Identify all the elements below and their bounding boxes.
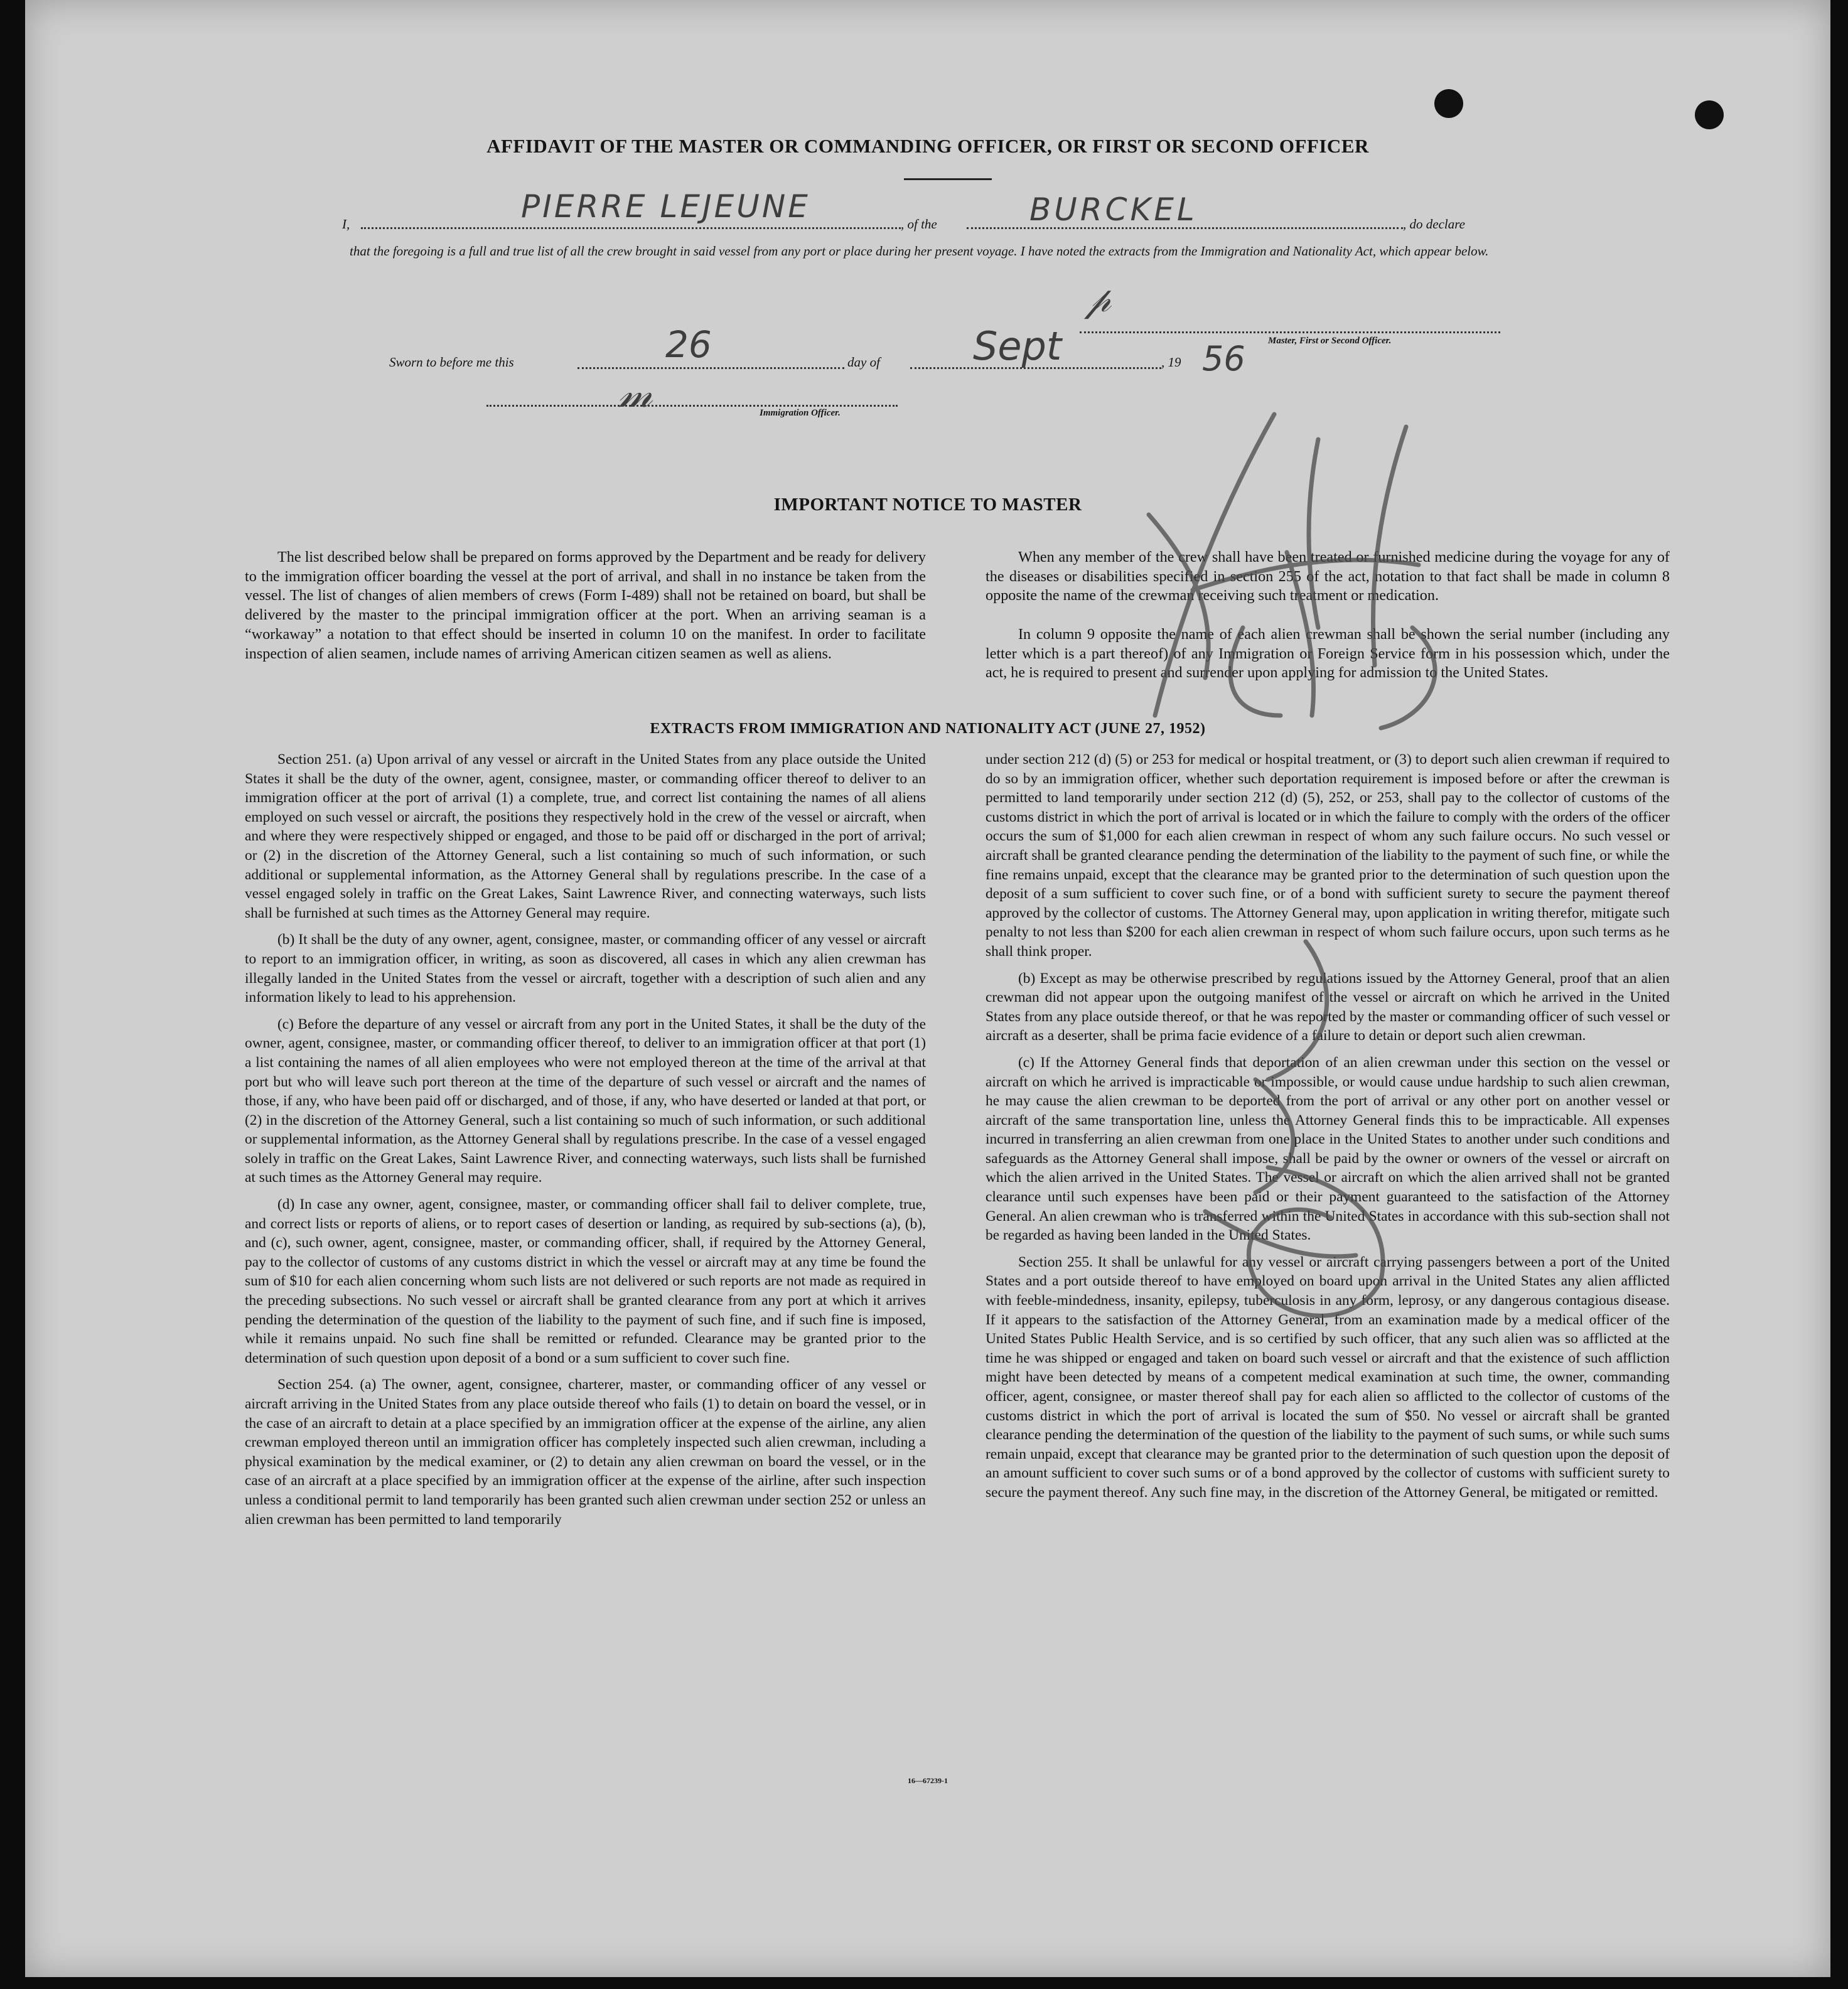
extracts-right-column xyxy=(986,750,1670,1510)
form-number: 16—67239-1 xyxy=(908,1776,948,1785)
extract-paragraph: (b) It shall be the duty of any owner, agent, consignee, master, or commanding officer of any vessel or aircraft to report to an immigration officer, in writing, as soon as discovered, all cases in which any alien crewman has illegally landed in the United States from the vessel or aircraft, together with a description of such alien and any information likely to lead to his apprehension. xyxy=(245,931,926,1006)
notice-left-text: The list described below shall be prepared on forms approved by the Department and be ready for delivery to the immigration officer boarding the vessel at the port of arrival, and shall in no instance be taken from the vessel. The list of changes of alien members of crews (Form I-489) shall not be retained on board, but shall be delivered by the master to the principal immigration officer at the port. When an arriving seaman is a “workaway” a notation to that effect should be inserted in column 10 on the manifest. In order to facilitate inspection of alien seamen, include names of arriving American citizen seamen as well as aliens. xyxy=(245,549,926,662)
punch-hole xyxy=(1434,89,1463,118)
year-handwritten: 56 xyxy=(1202,339,1245,378)
notice-right-text-1: When any member of the crew shall have been treated or furnished medicine during the voyage for any of the diseases or disabilities specified in section 255 of the act, notation to that fact shall be made in column 8 opposite the name of the crewman receiving such treatment or medication. xyxy=(986,549,1670,604)
immigration-officer-caption: Immigration Officer. xyxy=(760,408,841,418)
extract-paragraph: (c) If the Attorney General finds that deportation of an alien crewman under this section on the vessel or aircraft on which he arrived is impracticable or impossible, or would cause undue hardship to such alien crewman, he may cause the alien crewman to be deported from the port of arrival or any other port on another vessel or aircraft of the same transportation line, unless the Attorney General finds this to be impracticable. All expenses incurred in transferring an alien crewman from one place in the United States to another under such conditions and safeguards as the Attorney General shall impose, shall be paid by the owner or owners of the vessel or aircraft on which the alien arrived in the United States. The vessel or aircraft on which the alien arrived shall not be granted clearance until such expenses have been paid or their payment guaranteed to the satisfaction of the Attorney General. An alien crewman who is transferred within the United States in accordance with this sub-section shall not be regarded as having been landed in the United States. xyxy=(986,1054,1670,1244)
vessel-name-handwritten: BURCKEL xyxy=(1029,191,1198,228)
i-label: I, xyxy=(342,217,350,232)
master-signature: 𝓅 xyxy=(1086,279,1111,320)
master-signature-line xyxy=(1080,331,1500,333)
extract-paragraph: (c) Before the departure of any vessel or aircraft from any port in the United States, it shall be the duty of the owner, agent, consignee, master, or commanding officer thereof, to deliver to an immigration officer at that port (1) a list containing the names of all alien employees who were not employed thereon at the time of the arrival at that port but who will leave such port thereon at the time of the departure of such vessel or aircraft and the names of those, if any, who have been paid off or discharged, and of those, if any, who have deserted or landed at that port, or (2) in the discretion of the Attorney General, such a list containing so much of such information, or such additional or supplemental information, as the Attorney General shall by regulations prescribe. In the case of a vessel engaged solely in traffic on the Great Lakes, Saint Lawrence River, and connecting waterways, such lists shall be furnished at such times as the Attorney General may require. xyxy=(245,1016,926,1186)
declare-label: , do declare xyxy=(1403,217,1465,232)
year-label: , 19 xyxy=(1161,355,1181,370)
title-rule xyxy=(904,178,992,180)
affidavit-title: AFFIDAVIT OF THE MASTER OR COMMANDING OFFICER, OR FIRST OR SECOND OFFICER xyxy=(486,135,1369,157)
extract-paragraph: (d) In case any owner, agent, consignee, master, or commanding officer shall fail to deliver complete, true, and correct lists or reports of aliens, or to report cases of desertion or landing, as required by sub-sections (a), (b), and (c), such owner, agent, consignee, master, or commanding officer, shall, if required by the Attorney General, pay to the collector of customs of any customs district in which the vessel or aircraft may at any time be found the sum of $10 for each alien concerning whom such lists are not delivered or such reports are not made as required in the preceding subsections. No such vessel or aircraft shall be granted clearance from any port at which it arrives pending the determination of the question of the liability to the payment of such fine, and if such fine is imposed, while it remains unpaid. No such fine shall be remitted or refunded. Clearance may be granted prior to the determination of such question upon deposit of a bond or a sum sufficient to cover such fine. xyxy=(245,1196,926,1366)
extract-paragraph: under section 212 (d) (5) or 253 for medical or hospital treatment, or (3) to deport such alien crewman if required to do so by an immigration officer, whether such deportation requirement is imposed before or after the crewman is permitted to land temporarily under section 212 (d) (5), 252, or 253, shall pay to the collector of customs of the customs district in which the port of arrival is located or in which the failure to comply with the orders of the officer occurs the sum of $1,000 for each alien crewman in respect of whom any such failure occurs. No such vessel or aircraft shall be granted clearance pending the determination of the liability to the payment of such fine, or while the fine remains unpaid, except that the clearance may be granted prior to the determination of such question upon the deposit of a sum sufficient to cover such fine, or of a bond with sufficient surety to secure the payment thereof approved by the collector of customs. The Attorney General may, upon application in writing therefor, mitigate such penalty to not less than $200 for each alien crewman in respect of whom such failure occurs, upon such terms as he shall think proper. xyxy=(986,751,1670,960)
immigration-officer-line xyxy=(486,405,898,407)
extract-paragraph: Section 251. (a) Upon arrival of any vessel or aircraft in the United States from any place outside the United States it shall be the duty of the owner, agent, consignee, master, or commanding officer thereof to deliver to an immigration officer at the port of arrival (1) a complete, true, and correct list containing the names of all aliens employed on such vessel or aircraft, the positions they respectively hold in the crew of the vessel or aircraft, when and where they were respectively shipped or engaged, and those to be paid off or discharged in the port of arrival; or (2) in the discretion of the Attorney General, such a list containing so much of such information, or such additional or supplemental information, as the Attorney General shall by regulations prescribe. In the case of a vessel engaged solely in traffic on the Great Lakes, Saint Lawrence River, and connecting waterways, such lists shall be furnished at such times as the Attorney General may require. xyxy=(245,751,926,921)
sworn-day-line xyxy=(578,367,844,369)
extract-paragraph: (b) Except as may be otherwise prescribed by regulations issued by the Attorney General, proof that an alien crewman did not appear upon the outgoing manifest of the vessel or aircraft on which he arrived in the United States from any place outside thereof, or that he was reported by the master or commanding officer of such vessel or aircraft as a deserter, shall be prima facie evidence of a failure to detain or deport such alien crewman. xyxy=(986,970,1670,1044)
affidavit-statement: that the foregoing is a full and true list of all the crew brought in said vessel from any port or place during her present voyage. I have noted the extracts from the Immigration and Nationality Act, which appear below. xyxy=(350,244,1489,259)
extract-paragraph: Section 255. It shall be unlawful for any vessel or aircraft carrying passengers between a port of the United States and a port outside thereof to have employed on board upon arrival in the United States any alien afflicted with feeble-mindedness, insanity, epilepsy, tuberculosis in any form, leprosy, or any dangerous contagious disease. If it appears to the satisfaction of the Attorney General, from an examination made by a medical officer of the United States Public Health Service, and is so certified by such officer, that any such alien was so afflicted at the time he was shipped or engaged and taken on board such vessel or aircraft and that the existence of such affliction might have been detected by means of a competent medical examination at such time, the owner, commanding officer, agent, consignee, or master thereof shall pay for each alien so afflicted to the collector of customs of the customs district in which the port of arrival is located the sum of $50. No vessel or aircraft shall be granted clearance pending the determination of the question of the liability to the payment of such sums, or while such sums remain unpaid, except that clearance may be granted prior to the determination of such question upon the deposit of an amount sufficient to cover such sums or of a bond approved by the collector of customs with sufficient surety to secure the payment thereof. Any such fine may, in the discretion of the Attorney General, be mitigated or remitted. xyxy=(986,1253,1670,1501)
sworn-day-handwritten: 26 xyxy=(665,323,712,366)
master-name-handwritten: PIERRE LEJEUNE xyxy=(521,188,810,225)
day-of-label: day of xyxy=(847,355,880,370)
sworn-label: Sworn to before me this xyxy=(389,355,514,370)
master-name-line xyxy=(361,227,901,229)
master-signature-caption: Master, First or Second Officer. xyxy=(1268,336,1392,346)
extract-paragraph: Section 254. (a) The owner, agent, consignee, charterer, master, or commanding officer of any vessel or aircraft arriving in the United States from any place outside thereof who fails (1) to detain on board the vessel, or in the case of an aircraft to detain at a place specified by an immigration officer at the expense of the airline, any alien crewman employed thereon until an immigration officer has completely inspected such alien crewman, including a physical examination by the medical examiner, or (2) to detain any alien crewman on board the vessel, or in the case of an aircraft at a place specified by an immigration officer at the expense of the airline, after such inspection unless a conditional permit to land temporarily has been granted such alien crewman under section 252 or unless an alien crewman has been permitted to land temporarily xyxy=(245,1376,926,1528)
document-page xyxy=(25,0,1830,1977)
extracts-title: EXTRACTS FROM IMMIGRATION AND NATIONALITY ACT (JUNE 27, 1952) xyxy=(650,721,1206,737)
immigration-officer-signature: 𝓂 xyxy=(618,370,653,417)
extracts-left-column xyxy=(245,750,926,1536)
notice-title: IMPORTANT NOTICE TO MASTER xyxy=(773,495,1082,515)
sworn-month-handwritten: Sept xyxy=(973,323,1062,369)
punch-hole xyxy=(1695,100,1724,129)
notice-right-text-2: In column 9 opposite the name of each alien crewman shall be shown the serial number (including any letter which is a part thereof) of any Immigration or Foreign Service form in his possession which, under the act, he is required to present and surrender upon applying for admission to the United States. xyxy=(986,626,1670,682)
of-the-label: , of the xyxy=(901,217,937,232)
